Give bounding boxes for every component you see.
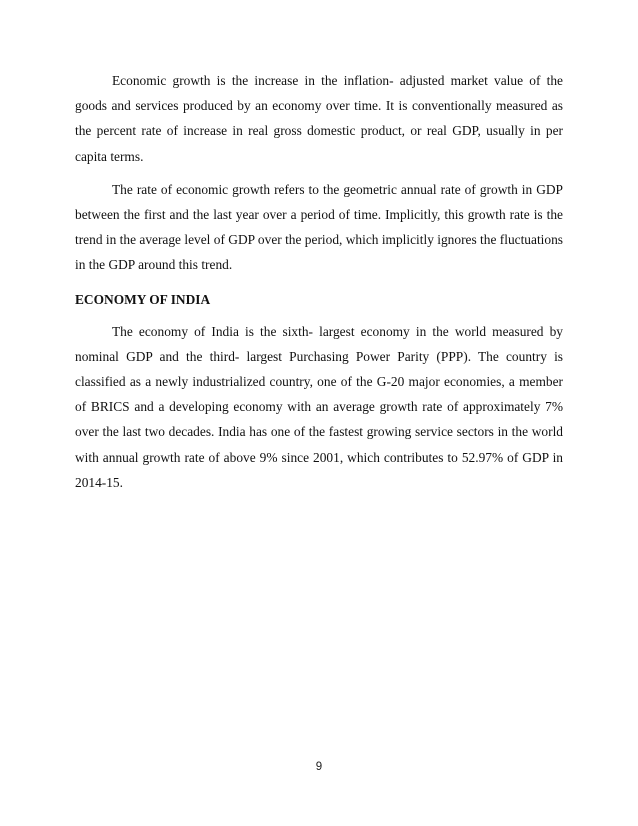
paragraph-economy-of-india: The economy of India is the sixth- largest economy in the world measured by nominal GDP and the third- largest Purchasing Power Parity (PPP). The country is classified as a newly industrialized country, one of the G-20 major economies, a member of BRICS and a developing economy with an average growth rate of approximately 7% over the last two decades. India has one of the fastest growing service sectors in the world with annual growth rate of above 9% since 2001, which contributes to 52.97% of GDP in 2014-15. [75,323,563,490]
section-heading: ECONOMY OF INDIA [75,291,211,307]
paragraph-economic-growth-definition: Economic growth is the increase in the inflation- adjusted market value of the goods and services produced by an economy over time. It is conventionally measured as the percent rate of increase in real gross domestic product, or real GDP, usually in per capita terms. [75,73,563,164]
paragraph-growth-rate: The rate of economic growth refers to the geometric annual rate of growth in GDP between the first and the last year over a period of time. Implicitly, this growth rate is the trend in the average level of GDP over the period, which implicitly ignores the fluctuations in the GDP around this trend. [75,181,563,273]
page-body [75,68,563,495]
page-number: 9 [315,761,323,773]
